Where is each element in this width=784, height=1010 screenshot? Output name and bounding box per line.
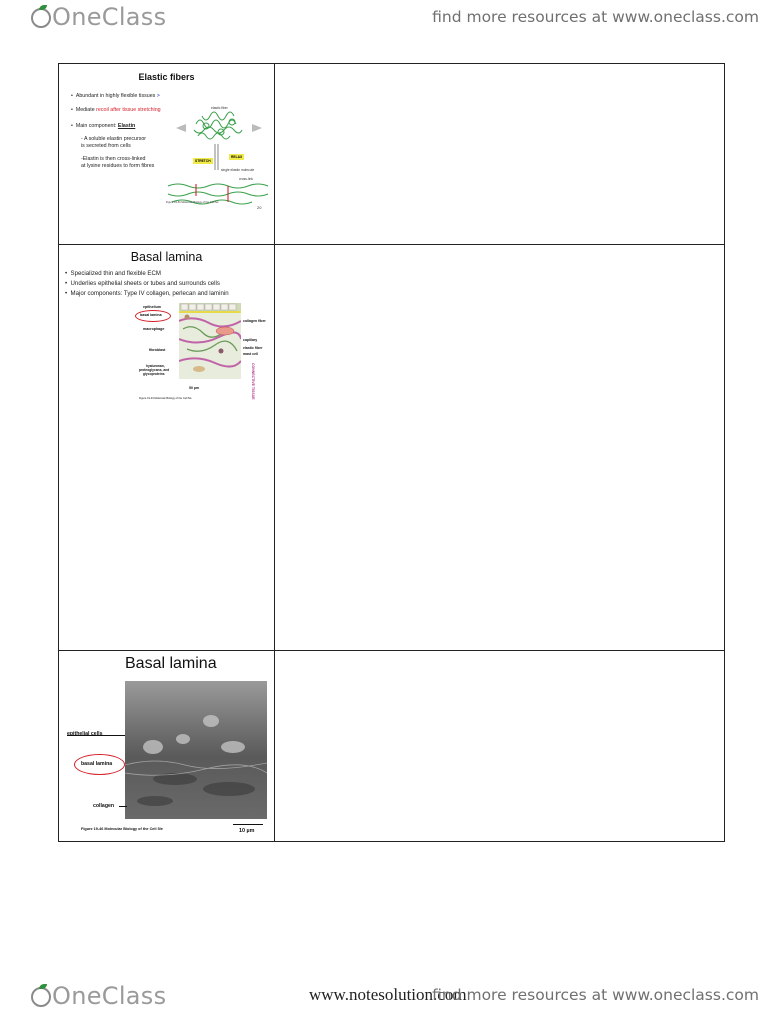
figure-caption: Figure 19-51 Molecular Biology of the Cell 5/e [166,201,219,204]
label-epithelium: epithelium [143,305,161,309]
notesolution-watermark: www.notesolution.com [309,985,467,1004]
sub-bullet-1a: - A soluble elastin precursor [81,136,147,142]
label-connective-tissue: CONNECTIVE TISSUE [251,363,255,400]
bullet-1: • Abundant in highly flexible tissues > [71,93,160,99]
slide-title: Basal lamina [125,655,217,672]
label-basal-lamina: basal lamina [140,313,162,317]
label-elastic-fiber: elastic fiber [243,346,263,350]
sub-bullet-2b: at lysine residues to form fibres [81,163,155,169]
bullet-3: • Main component: Elastin [71,123,136,129]
label-basal-lamina: basal lamina [81,761,113,767]
notes-row-3 [59,651,724,841]
label-capillary: capillary [243,338,258,342]
connective-tissue-illustration [179,303,241,379]
label-fibroblast: fibroblast [149,348,166,352]
notes-row-1 [59,64,724,245]
oneclass-logo[interactable] [31,3,166,31]
scale-bar-label: 50 µm [189,386,199,390]
label-proteoglycans: proteoglycans, and [139,368,170,372]
scale-bar [233,824,263,825]
bullet-1: • Specialized thin and flexible ECM [65,270,161,277]
logo-text: OneClass [52,3,167,31]
label-macrophage: macrophage [143,327,165,331]
bullet-2: • Underlies epithelial sheets or tubes and surrounds cells [65,280,220,287]
slide-title: Elastic fibers [138,72,195,82]
figure-caption: Figure 19-46 Molecular Biology of the Cell 5/e [81,827,163,831]
footer-promo-link[interactable]: find more resources at www.oneclass.com [432,986,759,1004]
pointer-line-epithelial [67,735,125,736]
bullet-3: • Major components: Type IV collagen, perlecan and laminin [65,290,229,297]
label-cross-link: cross-link [239,177,253,181]
label-relax: RELAX [231,155,243,159]
slide-page-number: 20 [257,205,262,210]
figure-caption: Figure 19-43 Molecular Biology of the Cell 5/e [139,397,192,400]
label-single-elastin-molecule: single elastin molecule [221,168,255,172]
label-epithelial-cells: epithelial cells [67,731,103,737]
label-glycoproteins: glycoproteins [143,372,165,376]
elastin-diagram [166,104,272,212]
logo-o-icon [31,8,51,28]
slide-title: Basal lamina [130,250,203,264]
bullet-2: • Mediate recoil after tissue stretching [71,107,161,113]
oneclass-logo-footer[interactable] [31,982,166,1010]
logo-text: OneClass [52,982,167,1010]
logo-o-icon [31,987,51,1007]
sub-bullet-2a: -Elastin is then cross-linked [81,156,146,162]
sem-micrograph [125,681,267,819]
label-hyaluronan: hyaluronan, [146,364,165,368]
slide-elastic-fibers [61,66,272,214]
header-promo-link[interactable]: find more resources at www.oneclass.com [432,8,759,26]
pointer-line-collagen [119,806,127,807]
label-elastic-fiber: elastic fiber [211,106,228,110]
notes-grid [58,63,725,842]
scale-bar-label: 10 µm [239,828,255,834]
notes-row-2 [59,245,724,651]
label-collagen-fiber: collagen fiber [243,319,266,323]
sub-bullet-1b: is secreted from cells [81,143,131,149]
label-collagen: collagen [93,803,115,809]
label-mast-cell: mast cell [243,352,258,356]
label-stretch: STRETCH [195,159,211,163]
